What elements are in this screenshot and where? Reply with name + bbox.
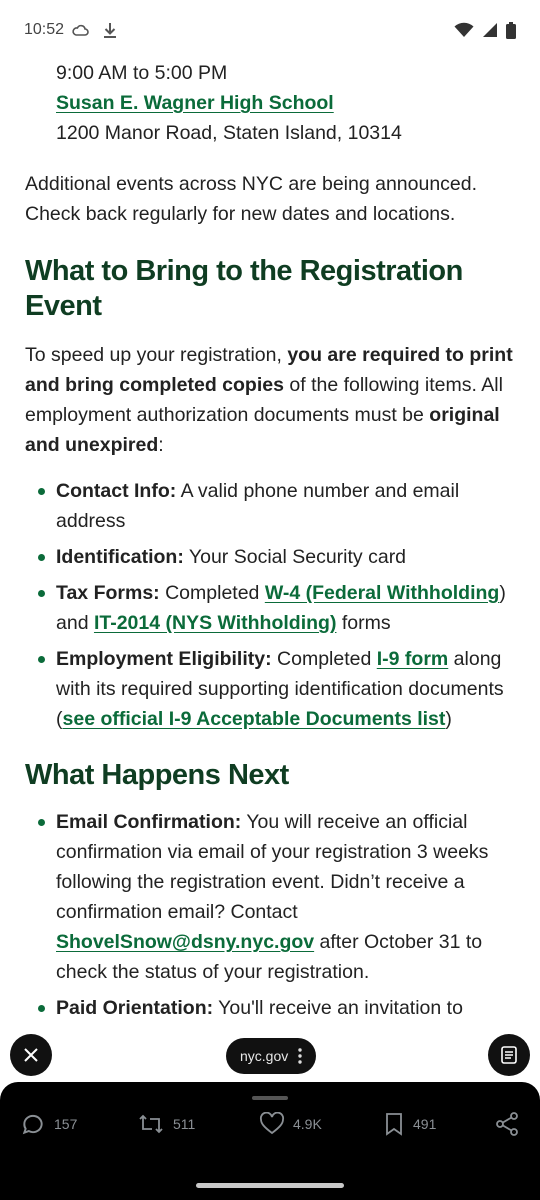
- signal-icon: [482, 22, 498, 38]
- wifi-icon: [454, 22, 474, 38]
- close-icon: [23, 1047, 39, 1063]
- list-item: Paid Orientation: You'll receive an invitation to: [25, 993, 520, 1023]
- reply-count: 157: [54, 1116, 78, 1132]
- next-list: [25, 807, 520, 1023]
- url-pill[interactable]: [226, 1038, 316, 1074]
- bookmark-icon: [383, 1112, 405, 1136]
- url-text: nyc.gov: [240, 1048, 289, 1064]
- download-icon: [102, 21, 118, 39]
- bookmark-button[interactable]: [383, 1112, 436, 1136]
- cloud-icon: [72, 23, 90, 37]
- shovelsnow-email-link[interactable]: ShovelSnow@dsny.nyc.gov: [56, 931, 315, 953]
- i9-form-link[interactable]: I-9 form: [376, 648, 449, 670]
- event-hours: 9:00 AM to 5:00 PM: [56, 62, 228, 84]
- list-item: Contact Info: A valid phone number and email address: [25, 476, 520, 536]
- repost-icon: [137, 1112, 165, 1136]
- drag-handle[interactable]: [252, 1096, 288, 1100]
- it2014-form-link[interactable]: IT-2014 (NYS Withholding): [93, 612, 337, 634]
- event-location: [25, 58, 520, 148]
- event-address: 1200 Manor Road, Staten Island, 10314: [56, 122, 402, 144]
- repost-count: 511: [173, 1116, 196, 1132]
- i9-documents-link[interactable]: see official I-9 Acceptable Documents list: [62, 708, 446, 730]
- bring-list: [25, 476, 520, 734]
- article-content: [25, 58, 520, 1029]
- next-heading: What Happens Next: [25, 759, 289, 791]
- like-button[interactable]: [259, 1112, 322, 1136]
- bring-heading: What to Bring to the Registration Event: [25, 255, 463, 322]
- list-item: Email Confirmation: You will receive an official confirmation via email of your registration 3 weeks following the registration event. Didn’t receive a confirmation email? Contact ShovelSnow@dsny.nyc.gov after October 31 to check the status of your registration.: [25, 807, 520, 987]
- like-count: 4.9K: [293, 1116, 322, 1132]
- additional-events-note: Additional events across NYC are being announced. Check back regularly for new dates and locations.: [25, 173, 478, 225]
- more-vert-icon[interactable]: [298, 1048, 302, 1064]
- engagement-bar: [0, 1082, 540, 1200]
- bring-intro: To speed up your registration, you are required to print and bring completed copies of the following items. All employment authorization documents must be original and unexpired:: [25, 344, 513, 456]
- bookmark-count: 491: [413, 1116, 437, 1132]
- home-indicator[interactable]: [196, 1183, 344, 1188]
- reader-mode-icon: [501, 1046, 517, 1064]
- status-time: 10:52: [24, 21, 65, 38]
- heart-icon: [259, 1112, 285, 1136]
- repost-button[interactable]: [137, 1112, 195, 1136]
- share-button[interactable]: [494, 1111, 520, 1137]
- list-item: Employment Eligibility: Completed I-9 form along with its required supporting identification documents (see official I-9 Acceptable Documents list): [25, 644, 520, 734]
- reply-button[interactable]: [20, 1111, 77, 1137]
- venue-link[interactable]: Susan E. Wagner High School: [56, 92, 334, 114]
- share-icon: [494, 1111, 520, 1137]
- w4-form-link[interactable]: W-4 (Federal Withholding: [264, 582, 500, 604]
- list-item: Identification: Your Social Security card: [25, 542, 520, 572]
- reply-icon: [20, 1111, 46, 1137]
- list-item: Tax Forms: Completed W-4 (Federal Withholding) and IT-2014 (NYS Withholding) forms: [25, 578, 520, 638]
- reader-mode-button[interactable]: [488, 1034, 530, 1076]
- close-browser-button[interactable]: [10, 1034, 52, 1076]
- status-bar: [0, 0, 540, 60]
- battery-icon: [506, 22, 516, 39]
